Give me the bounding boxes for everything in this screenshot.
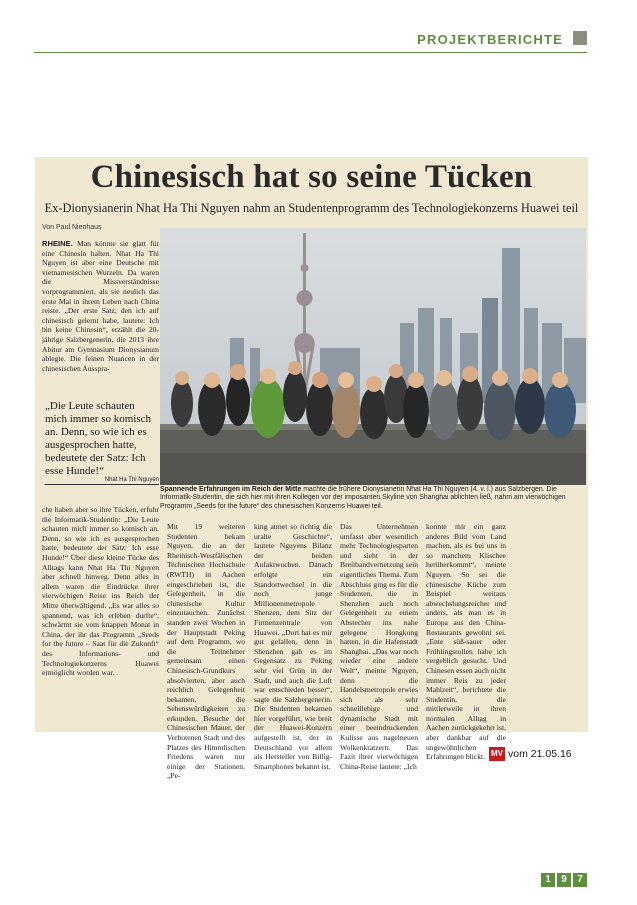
article-column-4: Das Unternehmen umfasst aber wesentlich mehr Technologiesparten und sieht in der Breitbandvernetzung sein eigentliches Thema. Zum Abschluss ging es für die Studenten, die in Shenzhen auch noch Gelegenheit zu einem Abstecher ins nahe gelegene Hongkong hatten, in die Hafenstadt Shanghai. „Das war noch wieder eine andere Welt“, meinte Nguyen, denn die Handelsmetropole erwies sich als sehr schnelllebige und dynamische Stadt mit einer beeindruckenden Kulisse aus nagelneuen Wolkenkratzern. Das Fazit ihrer vierwöchigen China-Reise lautete: „Ich (340, 522, 418, 771)
section-label: PROJEKTBERICHTE (417, 32, 563, 47)
source-date: vom 21.05.16 (508, 748, 572, 760)
page-digit: 1 (541, 873, 555, 887)
section-marker-square (573, 31, 587, 45)
pull-quote-attribution: Nhat Ha Thi Nguyen (45, 477, 159, 485)
article-title: Chinesisch hat so seine Tücken (90, 159, 533, 195)
article-column-1-lead (42, 239, 159, 396)
article-column-1-continued: che haben aber so ihre Tücken, erfuhr die Informatik-Studentin: „Die Leute schauten mich immer so komisch an. Denn, so wie ich es ausgesprochen hatte, bedeutete der Satz: Ich esse Hunde!“ Über diese kleine Tücke des Alltags kann Nhat Ha Thi Nguyen aber schnell hinweg. Denn alles in allem waren die Eindrücke ihrer vierwöchigen Reise ins Reich der Mitte überwältigend. „Es war alles so spannend, was ich erleben durfte“, schwärmt sie vom knappen Monat in China, der ihr das Programm „Seeds for the future – Saat für die Zukunft“ des Informations- und Technologiekonzerns Huawei ermöglicht worden war. (42, 505, 159, 678)
article-column-2: Mit 19 weiteren Studenten bekam Nguyen, die an der Rheinisch-Westfälischen Technischen Hochschule (RWTH) in Aachen eingeschrieben ist, die Gelegenheit, in die chinesische Kultur einzutauchen. Zunächst standen zwei Wochen in der Hauptstadt Peking auf dem Programm, wo die Teilnehmer gemeinsam einen Chinesisch-Grundkurs absolvierten, aber auch reichlich Gelegenheit bekamen, die Sehenswürdigkeiten zu erkunden. Besuche der Chinesischen Mauer, der Verbotenen Stadt und des Platzes des Himmlischen Friedens waren nur einige der Stationen. „Pe- (167, 522, 245, 781)
page-digit: 7 (573, 873, 587, 887)
caption-lead: Spannende Erfahrungen im Reich der Mitte (160, 486, 302, 493)
article-photo (160, 228, 586, 485)
dateline: RHEINE. (42, 239, 73, 248)
pull-quote: „Die Leute schauten mich immer so komisch an. Denn, so wie ich es ausgesprochen hatte, bedeutete der Satz: Ich esse Hunde!“ (45, 400, 152, 477)
photo-caption (160, 486, 586, 511)
caption-text: machte die frühere Dionysianerin Nhat Ha Thi Nguyen (4. v. l.) aus Salzbergen. Die Informatik-Studentin, die sich hier mit ihren Kollegen vor der imposanten Skyline von Shanghai ablichten ließ, nahm am vierwöchigen Programm „Seeds for the future“ des chinesischen Konzerns Huawei teil. (160, 486, 566, 510)
article-byline: Von Paul Nienhaus (42, 224, 102, 231)
section-header (34, 30, 587, 52)
group-photo-shanghai-skyline (160, 228, 586, 485)
page-digit: 9 (557, 873, 571, 887)
column-1-lead-text: Man könnte sie glatt für eine Chinesin halten. Nhat Ha Thi Nguyen ist aber eine Deutsche mit vietnamesischen Wurzeln. Da waren die Missverständnisse vorprogrammiert, als sie neulich das erste Mal in ihrem Leben nach China reiste. „Der erste Satz, den ich auf chinesisch gelernt habe, lautete: Ich bin keine Chinesin“, erzählt die 20-jährige Salzbergenerin, die 2013 ihre Abitur am Gymnasium Dionysianum ablegte. Die feinen Nuancen in der chinesischen Ausspra- (42, 239, 160, 373)
article-subtitle: Ex-Dionysianerin Nhat Ha Thi Nguyen nahm an Studentenprogramm des Technologiekonzerns Huawei teil (44, 201, 579, 215)
header-rule (34, 52, 587, 53)
page-number (541, 873, 587, 887)
article-column-5: konnte mir ein ganz anderes Bild vom Land machen, als es bei uns in so manchem Klischee herüberkommt“, meinte Nguyen. So sei die chinesische Küche zum Beispiel weitaus abwechslungsreicher und anders, als man es in Europa aus den China-Restaurants gewohnt sei. „Ente süß-sauer oder Frühlingsrollen habe ich vergeblich gesucht. Und Chinesen essen auch nicht immer Reis zu jeder Mahlzeit“, berichtete die Studentin, die mittlerweile in ihren normalen Alltag in Aachen zurückgekehrt ist, aber dankbar auf die ungewöhnlichen Erfahrungen blickt. (426, 522, 506, 762)
article-column-3: king atmet so richtig die uralte Geschichte“, lautete Nguyens Bilanz der beiden Aufaktwochen. Danach erfolgte ein Standortwechsel in die noch junge Millionenmetropole Shenzen, dem Sitz der Firmenzentrale von Huawei. „Dort hat es mir gut gefallen, denn in Shenzhen gab es im Gegensatz zu Peking sehr viel Grün in der Stadt, und auch die Luft war entschieden besser“, sagte die Salzbergenerin. Die Studenten bekamen hier vorgeführt, wie breit der Huawei-Konzern aufgestellt ist, der in Deutschland vor allem als Hersteller von Billig-Smartphones bekannt ist. (254, 522, 332, 771)
mv-logo: MV (489, 747, 505, 761)
